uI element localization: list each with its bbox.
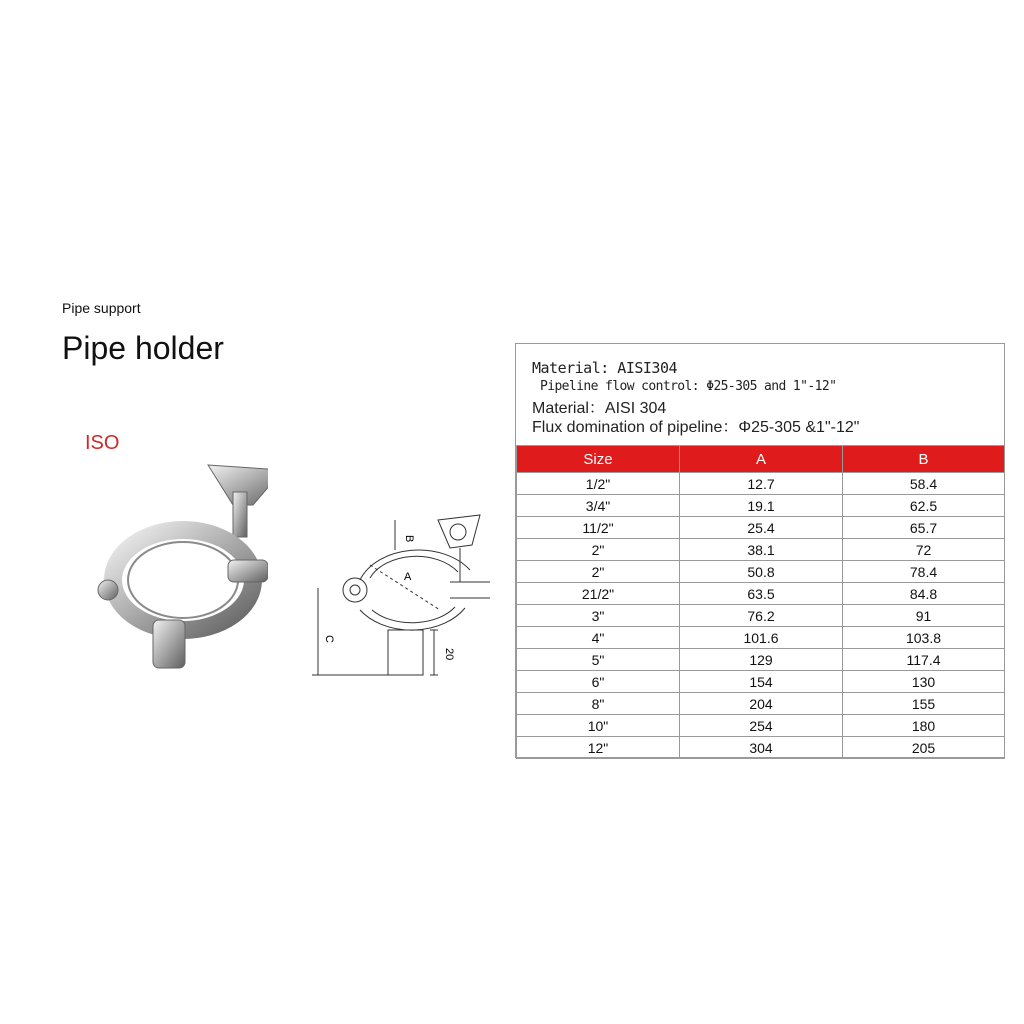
table-row [517, 715, 1005, 737]
a-cell: 76.2 [680, 605, 843, 627]
b-cell: 91 [843, 605, 1005, 627]
a-cell: 101.6 [680, 627, 843, 649]
a-cell: 19.1 [680, 495, 843, 517]
a-cell: 129 [680, 649, 843, 671]
flow-control-line: Pipeline flow control: Φ25-305 and 1"-12" [540, 379, 837, 394]
section-subtitle: Pipe support [62, 300, 141, 316]
table-row [517, 583, 1005, 605]
table-row [517, 539, 1005, 561]
material-line-2: Material：AISI 304 [532, 400, 667, 417]
flux-domination-line: Flux domination of pipeline：Φ25-305 &1"-12" [532, 419, 860, 436]
column-header-a: A [680, 446, 843, 473]
material-line: Material: AISI304 [532, 359, 678, 377]
size-table [516, 445, 1005, 759]
a-cell: 204 [680, 693, 843, 715]
a-cell: 254 [680, 715, 843, 737]
size-cell: 2" [517, 539, 680, 561]
b-cell: 180 [843, 715, 1005, 737]
size-cell: 5" [517, 649, 680, 671]
table-row [517, 649, 1005, 671]
spec-header [516, 344, 1004, 444]
size-cell: 8" [517, 693, 680, 715]
a-cell: 63.5 [680, 583, 843, 605]
b-cell: 72 [843, 539, 1005, 561]
b-cell: 65.7 [843, 517, 1005, 539]
b-cell: 130 [843, 671, 1005, 693]
dimension-a-label: A [404, 571, 412, 583]
pipe-holder-photo [88, 460, 268, 680]
size-cell: 4" [517, 627, 680, 649]
a-cell: 154 [680, 671, 843, 693]
b-cell: 84.8 [843, 583, 1005, 605]
a-cell: 50.8 [680, 561, 843, 583]
table-row [517, 605, 1005, 627]
size-cell: 11/2" [517, 517, 680, 539]
b-cell: 62.5 [843, 495, 1005, 517]
a-cell: 38.1 [680, 539, 843, 561]
a-cell: 304 [680, 737, 843, 759]
a-cell: 12.7 [680, 473, 843, 495]
column-header-size: Size [517, 446, 680, 473]
table-row [517, 495, 1005, 517]
size-cell: 2" [517, 561, 680, 583]
size-cell: 21/2" [517, 583, 680, 605]
standard-label: ISO [85, 432, 120, 454]
size-cell: 6" [517, 671, 680, 693]
dimension-b-label: B [403, 535, 415, 543]
dimension-drawing [300, 490, 500, 690]
size-cell: 12" [517, 737, 680, 759]
b-cell: 58.4 [843, 473, 1005, 495]
dimension-20-label: 20 [443, 648, 455, 661]
a-cell: 25.4 [680, 517, 843, 539]
table-row [517, 517, 1005, 539]
b-cell: 103.8 [843, 627, 1005, 649]
spec-panel [515, 343, 1005, 758]
size-cell: 3/4" [517, 495, 680, 517]
b-cell: 205 [843, 737, 1005, 759]
column-header-b: B [843, 446, 1005, 473]
table-row [517, 561, 1005, 583]
table-row [517, 627, 1005, 649]
size-cell: 1/2" [517, 473, 680, 495]
table-row [517, 693, 1005, 715]
table-row [517, 473, 1005, 495]
table-row [517, 671, 1005, 693]
b-cell: 155 [843, 693, 1005, 715]
table-header-row [517, 446, 1005, 473]
page-title: Pipe holder [62, 330, 224, 366]
size-cell: 3" [517, 605, 680, 627]
b-cell: 117.4 [843, 649, 1005, 671]
dimension-c-label: C [323, 635, 335, 643]
size-cell: 10" [517, 715, 680, 737]
b-cell: 78.4 [843, 561, 1005, 583]
table-row [517, 737, 1005, 759]
